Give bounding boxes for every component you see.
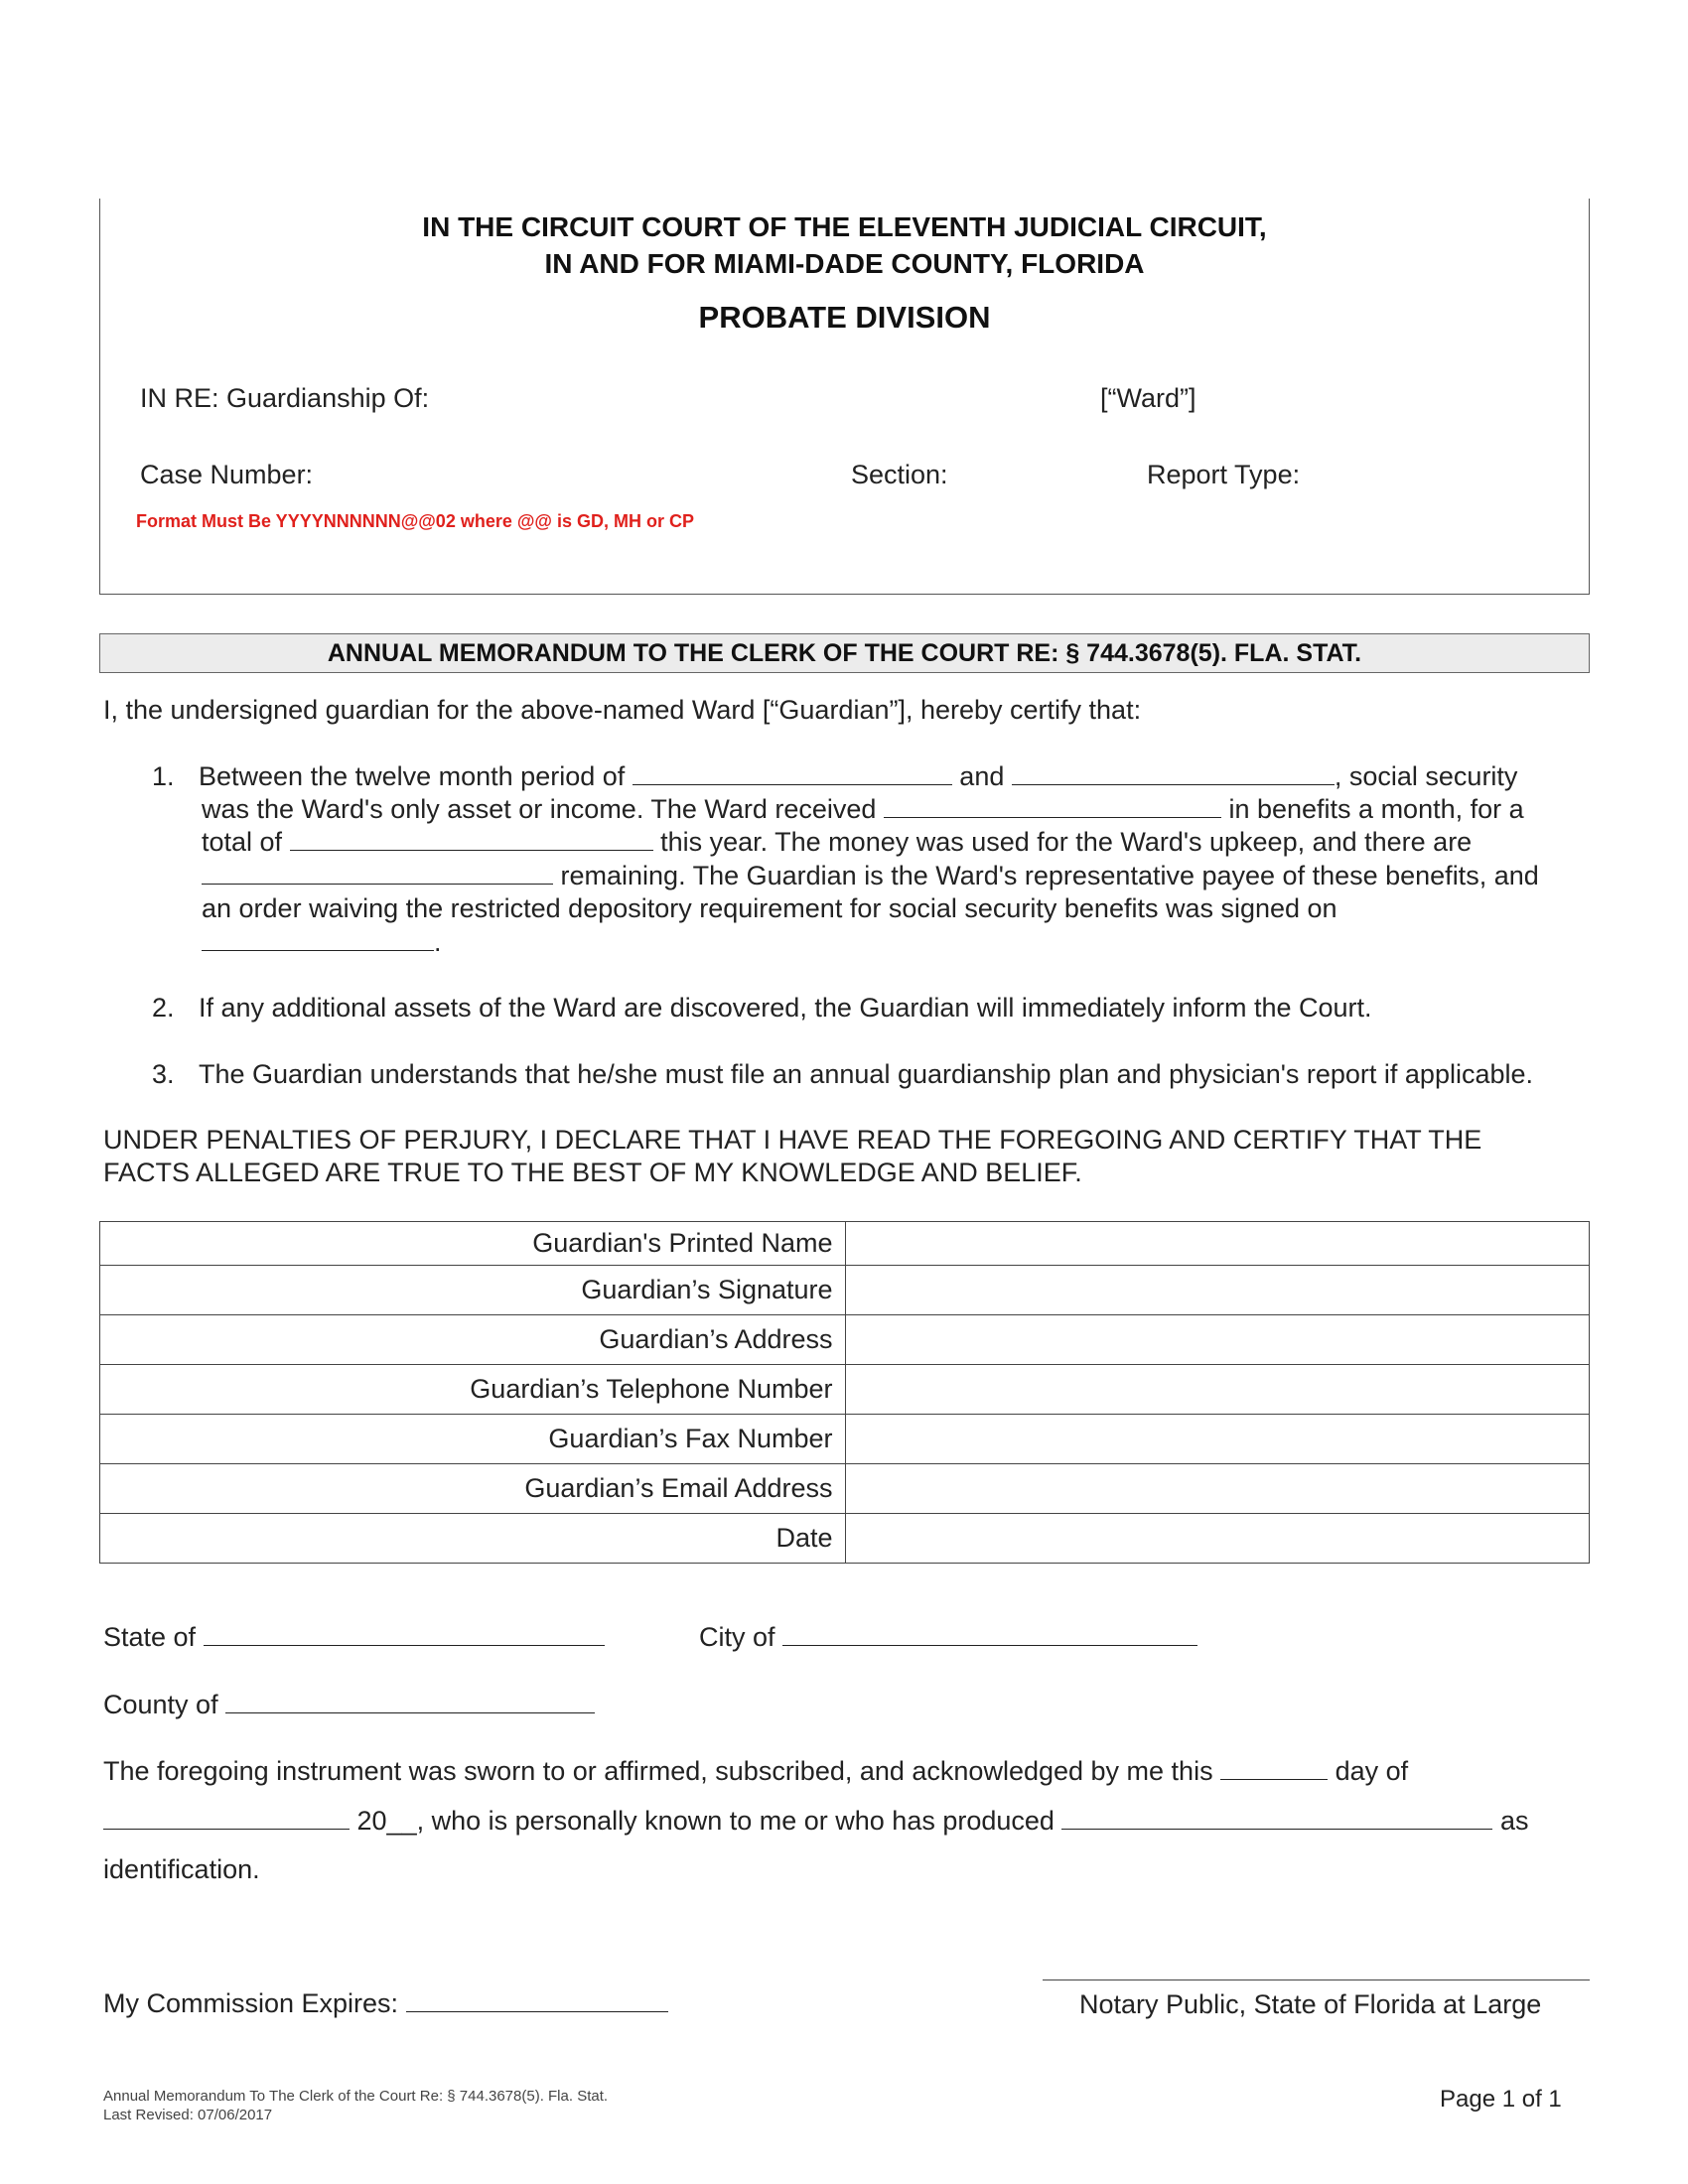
intro-paragraph: I, the undersigned guardian for the above-named Ward [“Guardian”], hereby certify that: <box>103 695 1142 725</box>
perjury-line-2: FACTS ALLEGED ARE TRUE TO THE BEST OF MY KNOWLEDGE AND BELIEF. <box>103 1158 1082 1187</box>
row-label: Guardian’s Telephone Number <box>100 1365 846 1415</box>
sworn-text: as <box>1499 1806 1529 1836</box>
table-row <box>100 1415 1590 1464</box>
commission-line <box>103 1988 668 2019</box>
state-blank[interactable] <box>204 1622 605 1646</box>
item-1-line-3 <box>202 827 1472 858</box>
county-blank[interactable] <box>225 1690 595 1713</box>
in-re-label: IN RE: Guardianship Of: <box>140 383 430 413</box>
item-1-text: total of <box>202 827 283 857</box>
item-1-line-4 <box>202 861 1539 891</box>
row-label: Date <box>100 1514 846 1564</box>
state-line <box>103 1622 605 1653</box>
table-row <box>100 1266 1590 1315</box>
identification-line: identification. <box>103 1854 260 1884</box>
item-3-text: The Guardian understands that he/she must file an annual guardianship plan and physician's report if applicable. <box>199 1059 1534 1089</box>
item-1-text: this year. The money was used for the Ward's upkeep, and there are <box>660 827 1473 857</box>
item-1-number: 1. <box>152 761 175 791</box>
item-1-text: , social security <box>1334 761 1518 791</box>
section-label: Section: <box>851 460 948 489</box>
footer-revised-date: Last Revised: 07/06/2017 <box>103 2107 273 2123</box>
identification-blank[interactable] <box>1061 1806 1492 1830</box>
sworn-text: The foregoing instrument was sworn to or affirmed, subscribed, and acknowledged by me this <box>103 1756 1213 1786</box>
ward-label: [“Ward”] <box>1100 383 1196 413</box>
item-2-number: 2. <box>152 993 175 1023</box>
city-blank[interactable] <box>782 1622 1197 1646</box>
printed-name-field[interactable] <box>845 1222 1589 1266</box>
table-row <box>100 1464 1590 1514</box>
page-number: Page 1 of 1 <box>1440 2086 1562 2113</box>
sworn-text: day of <box>1335 1756 1409 1786</box>
notary-public-label: Notary Public, State of Florida at Large <box>1079 1989 1542 2019</box>
row-label: Guardian’s Address <box>100 1315 846 1365</box>
item-1-text: remaining. The Guardian is the Ward's representative payee of these benefits, and <box>560 861 1539 890</box>
memo-title-bar: ANNUAL MEMORANDUM TO THE CLERK OF THE COURT RE: § 744.3678(5). FLA. STAT. <box>99 633 1590 673</box>
row-label: Guardian's Printed Name <box>100 1222 846 1266</box>
city-line <box>699 1622 1197 1653</box>
table-row <box>100 1365 1590 1415</box>
item-1-line-6 <box>202 927 442 958</box>
county-line <box>103 1690 595 1720</box>
yearly-total-blank[interactable] <box>290 827 653 851</box>
guardian-info-table <box>99 1221 1590 1564</box>
item-1-line-2 <box>202 794 1524 825</box>
sworn-line-1 <box>103 1756 1408 1787</box>
order-signed-date-blank[interactable] <box>202 927 434 951</box>
perjury-line-1: UNDER PENALTIES OF PERJURY, I DECLARE THAT I HAVE READ THE FOREGOING AND CERTIFY THAT THE <box>103 1125 1482 1155</box>
signature-field[interactable] <box>845 1266 1589 1315</box>
sworn-text: 20__, who is personally known to me or who has produced <box>356 1806 1055 1836</box>
report-type-label: Report Type: <box>1147 460 1301 489</box>
court-name-line1: IN THE CIRCUIT COURT OF THE ELEVENTH JUDICIAL CIRCUIT, <box>422 211 1267 242</box>
day-blank[interactable] <box>1220 1756 1328 1780</box>
monthly-benefits-blank[interactable] <box>884 794 1221 818</box>
email-field[interactable] <box>845 1464 1589 1514</box>
county-label: County of <box>103 1690 218 1719</box>
fax-field[interactable] <box>845 1415 1589 1464</box>
item-1-text: was the Ward's only asset or income. The Ward received <box>202 794 877 824</box>
item-1-text: . <box>434 927 442 957</box>
item-1-text: and <box>959 761 1005 791</box>
item-1-line-1 <box>199 761 1517 792</box>
commission-label: My Commission Expires: <box>103 1988 399 2018</box>
remaining-amount-blank[interactable] <box>202 861 553 885</box>
item-1-text: Between the twelve month period of <box>199 761 626 791</box>
notary-signature-line[interactable] <box>1043 1979 1590 1980</box>
court-name-line2: IN AND FOR MIAMI-DADE COUNTY, FLORIDA <box>544 248 1145 279</box>
city-label: City of <box>699 1622 775 1652</box>
period-start-blank[interactable] <box>633 761 952 785</box>
table-row <box>100 1514 1590 1564</box>
commission-expires-blank[interactable] <box>406 1988 668 2012</box>
item-3-number: 3. <box>152 1059 175 1089</box>
state-label: State of <box>103 1622 197 1652</box>
row-label: Guardian’s Email Address <box>100 1464 846 1514</box>
division-title: PROBATE DIVISION <box>698 300 991 335</box>
row-label: Guardian’s Signature <box>100 1266 846 1315</box>
date-field[interactable] <box>845 1514 1589 1564</box>
case-number-label: Case Number: <box>140 460 314 489</box>
item-2-text: If any additional assets of the Ward are discovered, the Guardian will immediately inform the Court. <box>199 993 1372 1023</box>
row-label: Guardian’s Fax Number <box>100 1415 846 1464</box>
telephone-field[interactable] <box>845 1365 1589 1415</box>
address-field[interactable] <box>845 1315 1589 1365</box>
month-blank[interactable] <box>103 1806 350 1830</box>
sworn-line-2 <box>103 1806 1529 1837</box>
period-end-blank[interactable] <box>1012 761 1335 785</box>
item-1-text: in benefits a month, for a <box>1228 794 1524 824</box>
item-1-line-5: an order waiving the restricted depository requirement for social security benefits was signed on <box>202 893 1337 923</box>
footer-document-name: Annual Memorandum To The Clerk of the Court Re: § 744.3678(5). Fla. Stat. <box>103 2088 609 2105</box>
table-row <box>100 1222 1590 1266</box>
case-number-format-note: Format Must Be YYYYNNNNNN@@02 where @@ is GD, MH or CP <box>136 511 694 531</box>
table-row <box>100 1315 1590 1365</box>
